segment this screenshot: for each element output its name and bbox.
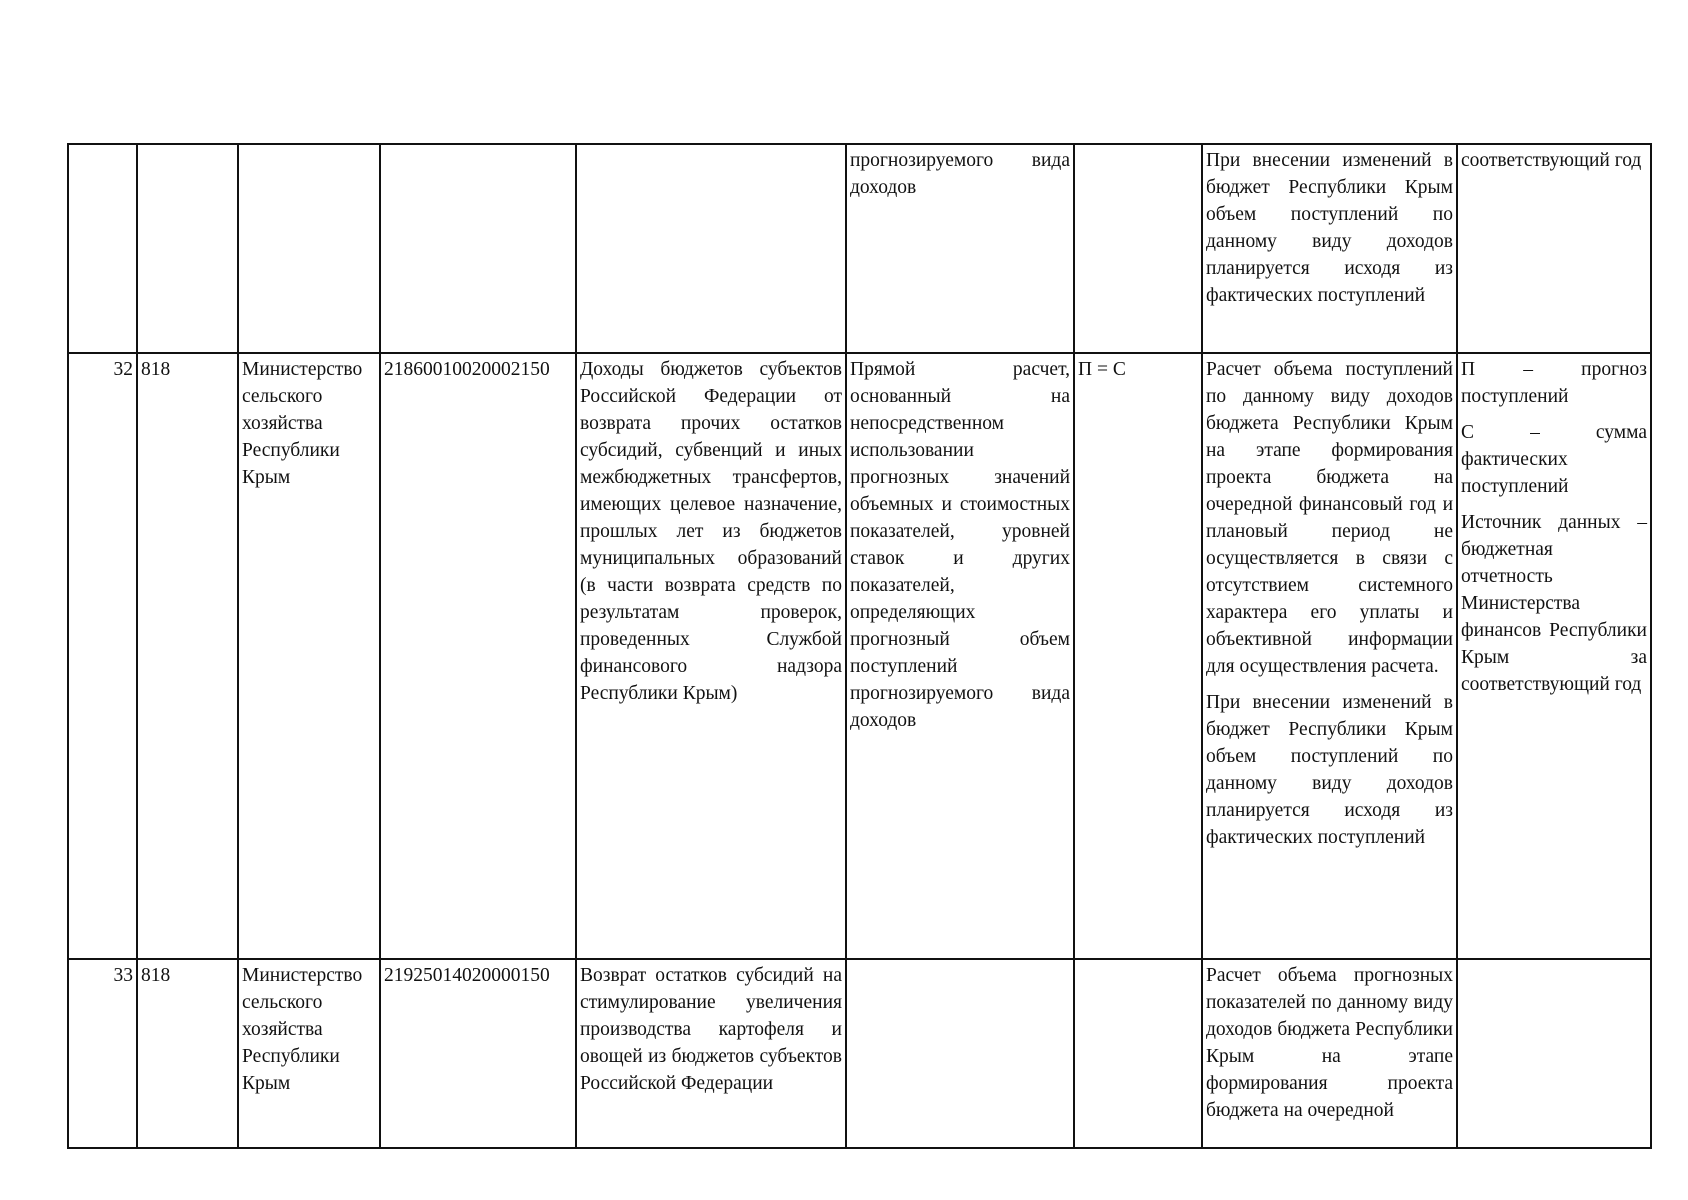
table-row bbox=[68, 353, 1651, 959]
method-cell bbox=[846, 959, 1074, 1148]
indicator-paragraph: С – сумма фактических поступлений bbox=[1461, 422, 1647, 497]
indicators-cell bbox=[1457, 353, 1651, 959]
revenue-name-cell: Возврат остатков субсидий на стимулирование увеличения производства картофеля и овощей из бюджетов субъектов Российской Федерации bbox=[576, 959, 846, 1148]
row-number-cell bbox=[68, 144, 137, 353]
indicator-paragraph: Источник данных – бюджетная отчетность Министерства финансов Республики Крым за соответствующий год bbox=[1461, 512, 1647, 695]
admin-code-cell: 818 bbox=[137, 959, 238, 1148]
table-row bbox=[68, 144, 1651, 353]
admin-code-cell: 818 bbox=[137, 353, 238, 959]
formula-cell: П = С bbox=[1074, 353, 1202, 959]
indicators-cell bbox=[1457, 144, 1651, 353]
algorithm-paragraph: Расчет объема поступлений по данному виду доходов бюджета Республики Крым на этапе формирования проекта бюджета на очередной финансовый год и плановый период не осуществляется в связи с отсутствием системного характера его уплаты и объективной информации для осуществления расчета. bbox=[1206, 359, 1453, 677]
row-number-cell: 33 bbox=[68, 959, 137, 1148]
revenue-forecast-table bbox=[67, 143, 1652, 1149]
ministry-cell: Министерство сельского хозяйства Республики Крым bbox=[238, 959, 380, 1148]
table-row bbox=[68, 959, 1651, 1148]
budget-code-cell: 21860010020002150 bbox=[380, 353, 576, 959]
algorithm-cell bbox=[1202, 144, 1457, 353]
algorithm-paragraph: При внесении изменений в бюджет Республики Крым объем поступлений по данному виду доходов планируется исходя из фактических поступлений bbox=[1206, 150, 1453, 306]
formula-cell bbox=[1074, 144, 1202, 353]
indicator-paragraph: П – прогноз поступлений bbox=[1461, 359, 1647, 407]
formula-cell bbox=[1074, 959, 1202, 1148]
method-cell: прогнозируемого вида доходов bbox=[846, 144, 1074, 353]
row-number-cell: 32 bbox=[68, 353, 137, 959]
method-cell: Прямой расчет, основанный на непосредственном использовании прогнозных значений объемных и стоимостных показателей, уровней ставок и других показателей, определяющих прогнозный объем поступлений прогнозируемого вида доходов bbox=[846, 353, 1074, 959]
algorithm-cell bbox=[1202, 353, 1457, 959]
budget-code-cell bbox=[380, 144, 576, 353]
algorithm-paragraph: При внесении изменений в бюджет Республики Крым объем поступлений по данному виду доходов планируется исходя из фактических поступлений bbox=[1206, 692, 1453, 848]
ministry-cell bbox=[238, 144, 380, 353]
revenue-name-cell bbox=[576, 144, 846, 353]
algorithm-paragraph: Расчет объема прогнозных показателей по данному виду доходов бюджета Республики Крым на этапе формирования проекта бюджета на очередной bbox=[1206, 965, 1453, 1121]
indicators-cell bbox=[1457, 959, 1651, 1148]
indicator-paragraph: соответствующий год bbox=[1461, 150, 1642, 171]
ministry-cell: Министерство сельского хозяйства Республики Крым bbox=[238, 353, 380, 959]
revenue-name-cell: Доходы бюджетов субъектов Российской Федерации от возврата прочих остатков субсидий, субвенций и иных межбюджетных трансфертов, имеющих целевое назначение, прошлых лет из бюджетов муниципальных образований (в части возврата средств по результатам проверок, проведенных Службой финансового надзора Республики Крым) bbox=[576, 353, 846, 959]
algorithm-cell bbox=[1202, 959, 1457, 1148]
admin-code-cell bbox=[137, 144, 238, 353]
budget-code-cell: 21925014020000150 bbox=[380, 959, 576, 1148]
